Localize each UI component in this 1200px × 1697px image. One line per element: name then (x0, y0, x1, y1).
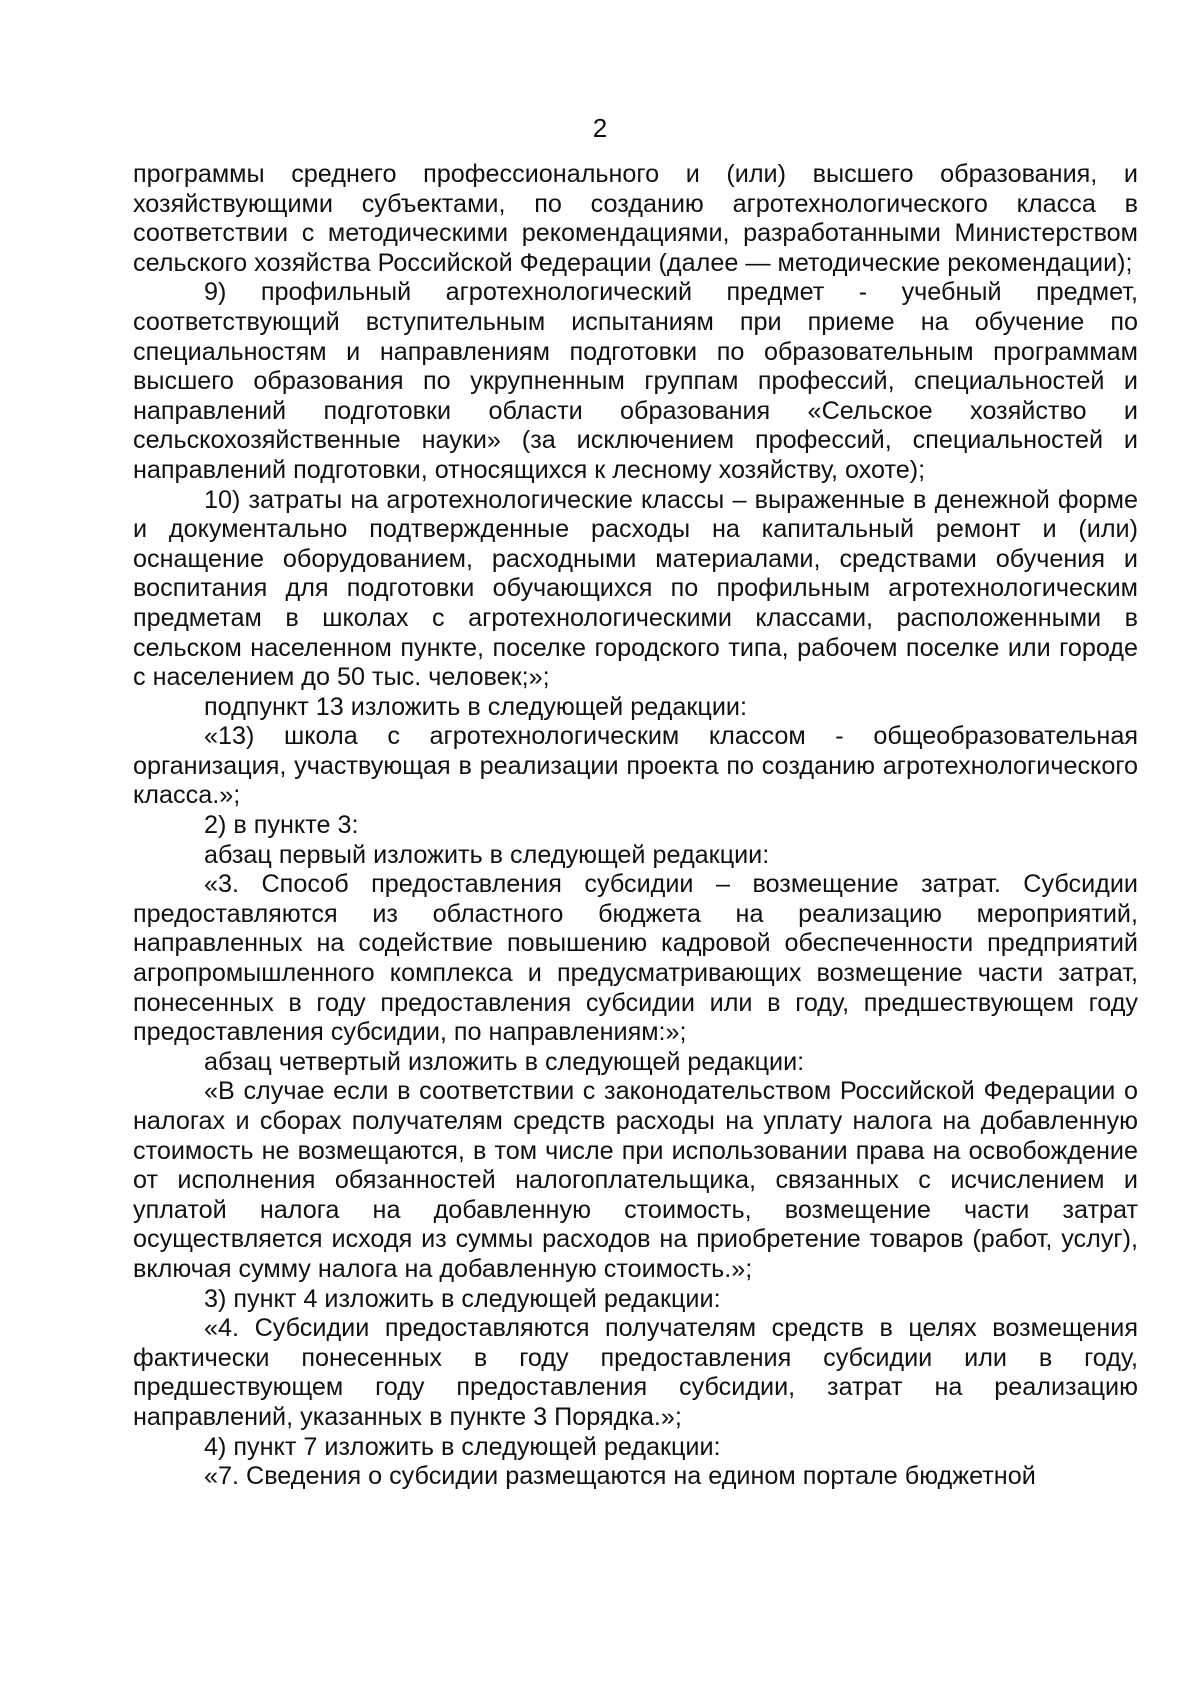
paragraph: 2) в пункте 3: (204, 811, 359, 840)
paragraph: 3) пункт 4 изложить в следующей редакции: (204, 1284, 721, 1313)
paragraph: абзац первый изложить в следующей редакции: (204, 840, 770, 869)
paragraph: подпункт 13 изложить в следующей редакции: (204, 692, 747, 721)
paragraph: 4) пункт 7 изложить в следующей редакции: (204, 1432, 721, 1461)
page-number: 2 (592, 113, 608, 143)
paragraph: абзац четвертый изложить в следующей редакции: (204, 1047, 805, 1076)
paragraph: «В случае если в соответствии с законодательством Российской Федерации о налогах и сборах получателям средств расходы на уплату налога на добавленную стоимость не возмещаются, в том числе при использовании права на освобождение от исполнения обязанностей налогоплательщика, связанных с исчислением и уплатой налога на добавленную стоимость, возмещение части затрат осуществляется исходя из суммы расходов на приобретение товаров (работ, услуг), включая сумму налога на добавленную стоимость.»; (133, 1077, 1138, 1283)
paragraph: «3. Способ предоставления субсидии – возмещение затрат. Субсидии предоставляются из областного бюджета на реализацию мероприятий, направленных на содействие повышению кадровой обеспеченности предприятий агропромышленного комплекса и предусматривающих возмещение части затрат, понесенных в году предоставления субсидии или в году, предшествующем году предоставления субсидии, по направлениям:»; (133, 870, 1138, 1047)
paragraph: «7. Сведения о субсидии размещаются на едином портале бюджетной (204, 1462, 1036, 1491)
paragraph: «13) школа с агротехнологическим классом - общеобразовательная организация, участвующая в реализации проекта по созданию агротехнологического класса.»; (133, 722, 1138, 810)
paragraph: «4. Субсидии предоставляются получателям средств в целях возмещения фактически понесенных в году предоставления субсидии или в году, предшествующем году предоставления субсидии, затрат на реализацию направлений, указанных в пункте 3 Порядка.»; (133, 1314, 1138, 1431)
paragraph: программы среднего профессионального и (или) высшего образования, и хозяйствующими субъектами, по созданию агротехнологического класса в соответствии с методическими рекомендациями, разработанными Министерством сельского хозяйства Российской Федерации (далее — методические рекомендации); (133, 160, 1138, 277)
document-body (133, 160, 1138, 1492)
paragraph: 10) затраты на агротехнологические классы – выраженные в денежной форме и документально подтвержденные расходы на капитальный ремонт и (или) оснащение оборудованием, расходными материалами, средствами обучения и воспитания для подготовки обучающихся по профильным агротехнологическим предметам в школах с агротехнологическими классами, расположенными в сельском населенном пункте, поселке городского типа, рабочем поселке или городе с населением до 50 тыс. человек;»; (133, 485, 1138, 692)
paragraph: 9) профильный агротехнологический предмет - учебный предмет, соответствующий вступительным испытаниям при приеме на обучение по специальностям и направлениям подготовки по образовательным программам высшего образования по укрупненным группам профессий, специальностей и направлений подготовки области образования «Сельское хозяйство и сельскохозяйственные науки» (за исключением профессий, специальностей и направлений подготовки, относящихся к лесному хозяйству, охоте); (133, 278, 1138, 484)
